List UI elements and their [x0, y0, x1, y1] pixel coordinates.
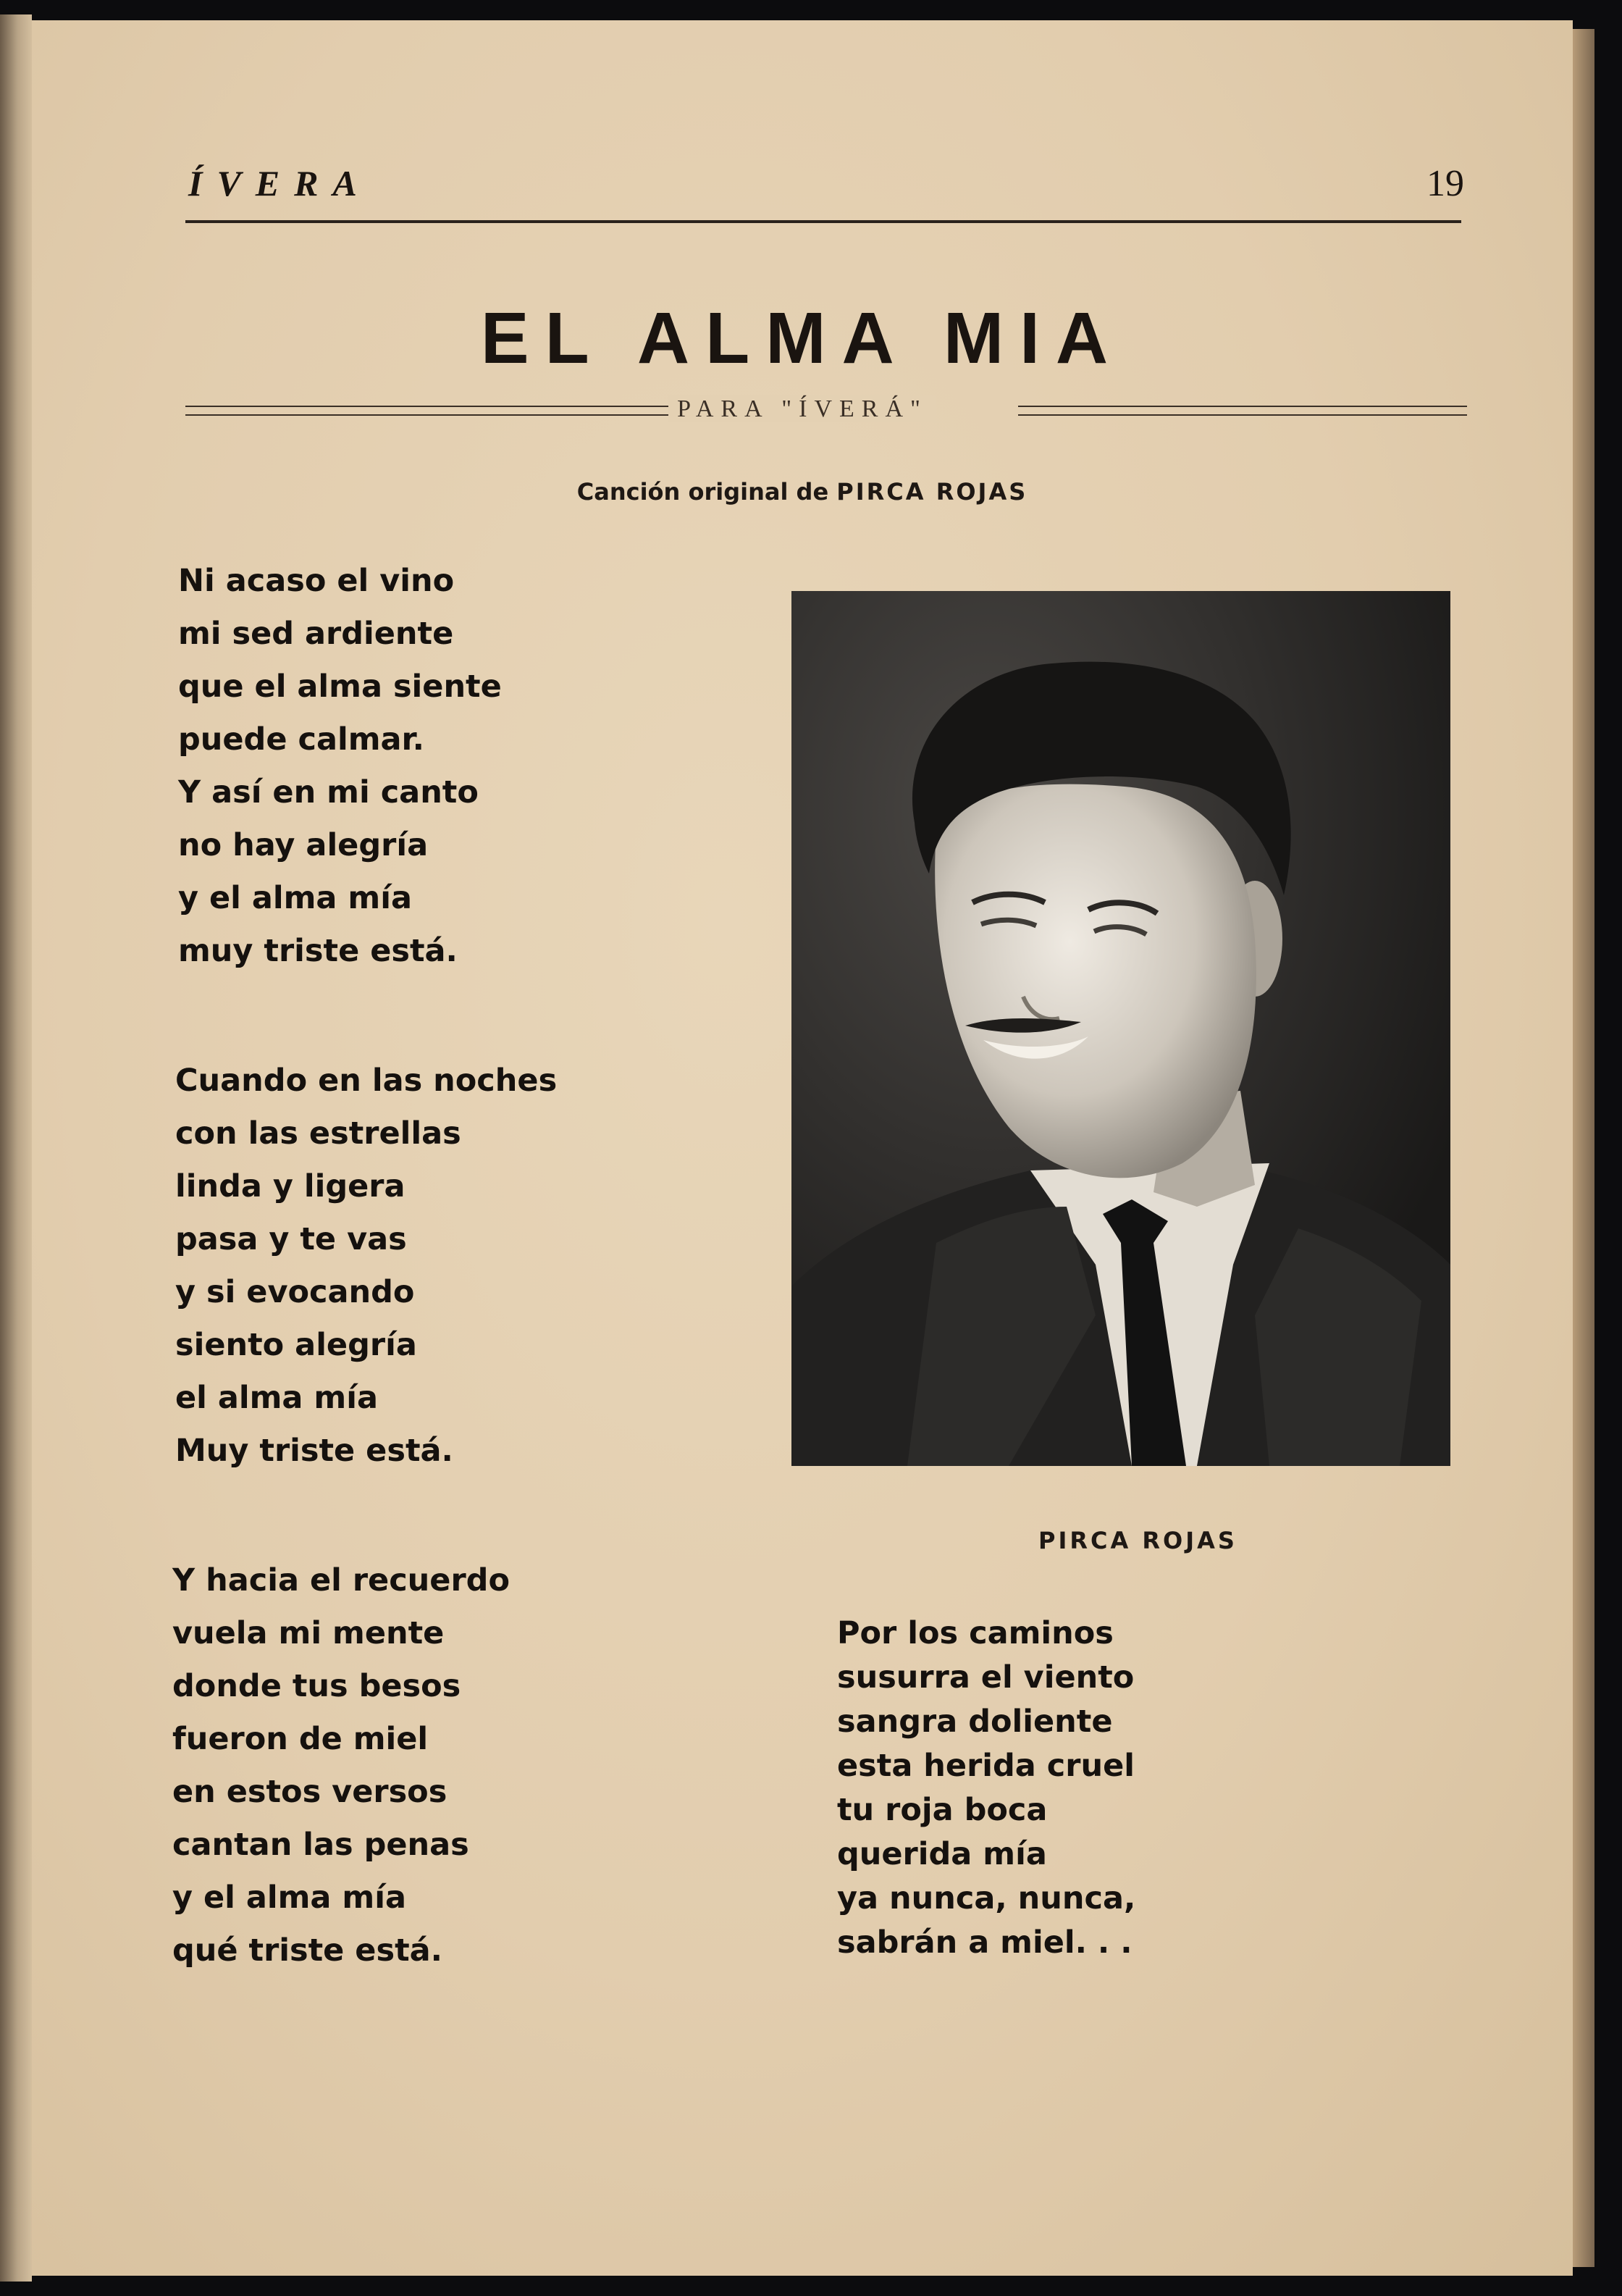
dedication: [32, 395, 1573, 423]
verse-line: donde tus besos: [172, 1668, 461, 1704]
verse-line: en estos versos: [172, 1774, 447, 1810]
verse-line: y el alma mía: [172, 1880, 406, 1916]
verse-line: siento alegría: [175, 1327, 417, 1363]
verse-line: Muy triste está.: [175, 1433, 453, 1469]
verse-line: Y así en mi canto: [178, 774, 479, 810]
verse-line: que el alma siente: [178, 669, 502, 705]
verse-line: esta herida cruel: [837, 1748, 1135, 1784]
credit-line: [32, 478, 1573, 506]
photo-caption: PIRCA ROJAS: [1038, 1527, 1237, 1554]
verse-line: el alma mía: [175, 1380, 378, 1416]
left-page-edge: [0, 14, 32, 2282]
stanza-4: [837, 1612, 1135, 1965]
verse-line: qué triste está.: [172, 1932, 442, 1969]
song-title: EL ALMA MIA: [480, 298, 1125, 379]
running-head: ÍVERA: [188, 163, 371, 204]
author-portrait-photo: [791, 591, 1450, 1466]
verse-line: cantan las penas: [172, 1827, 469, 1863]
verse-line: pasa y te vas: [175, 1221, 407, 1257]
verse-line: no hay alegría: [178, 827, 429, 863]
header-rule: [185, 220, 1461, 223]
page-number: 19: [1426, 163, 1464, 204]
verse-line: querida mía: [837, 1836, 1047, 1872]
right-page-edge: [1573, 29, 1594, 2267]
verse-line: tu roja boca: [837, 1792, 1048, 1828]
portrait-illustration: [791, 591, 1450, 1466]
verse-line: Ni acaso el vino: [178, 563, 455, 599]
verse-line: ya nunca, nunca,: [837, 1880, 1136, 1916]
verse-line: mi sed ardiente: [178, 616, 454, 652]
verse-line: Y hacia el recuerdo: [172, 1562, 510, 1599]
verse-line: con las estrellas: [175, 1115, 461, 1152]
verse-line: sabrán a miel. . .: [837, 1924, 1133, 1961]
verse-line: fueron de miel: [172, 1721, 429, 1757]
magazine-page: [32, 20, 1573, 2276]
verse-line: Cuando en las noches: [175, 1063, 558, 1099]
credit-prefix: Canción original de: [576, 478, 829, 506]
verse-line: y el alma mía: [178, 880, 412, 916]
stanza-1: [178, 555, 502, 978]
stanza-3: [172, 1554, 510, 1977]
verse-line: susurra el viento: [837, 1659, 1135, 1696]
stanza-2: [175, 1055, 557, 1478]
dedication-text: PARA "ÍVERÁ": [668, 395, 936, 422]
credit-author: PIRCA ROJAS: [836, 478, 1028, 506]
verse-line: puede calmar.: [178, 721, 424, 758]
verse-line: sangra doliente: [837, 1704, 1113, 1740]
verse-line: vuela mi mente: [172, 1615, 445, 1651]
verse-line: y si evocando: [175, 1274, 415, 1310]
verse-line: muy triste está.: [178, 933, 458, 969]
verse-line: Por los caminos: [837, 1615, 1114, 1651]
verse-line: linda y ligera: [175, 1168, 406, 1204]
